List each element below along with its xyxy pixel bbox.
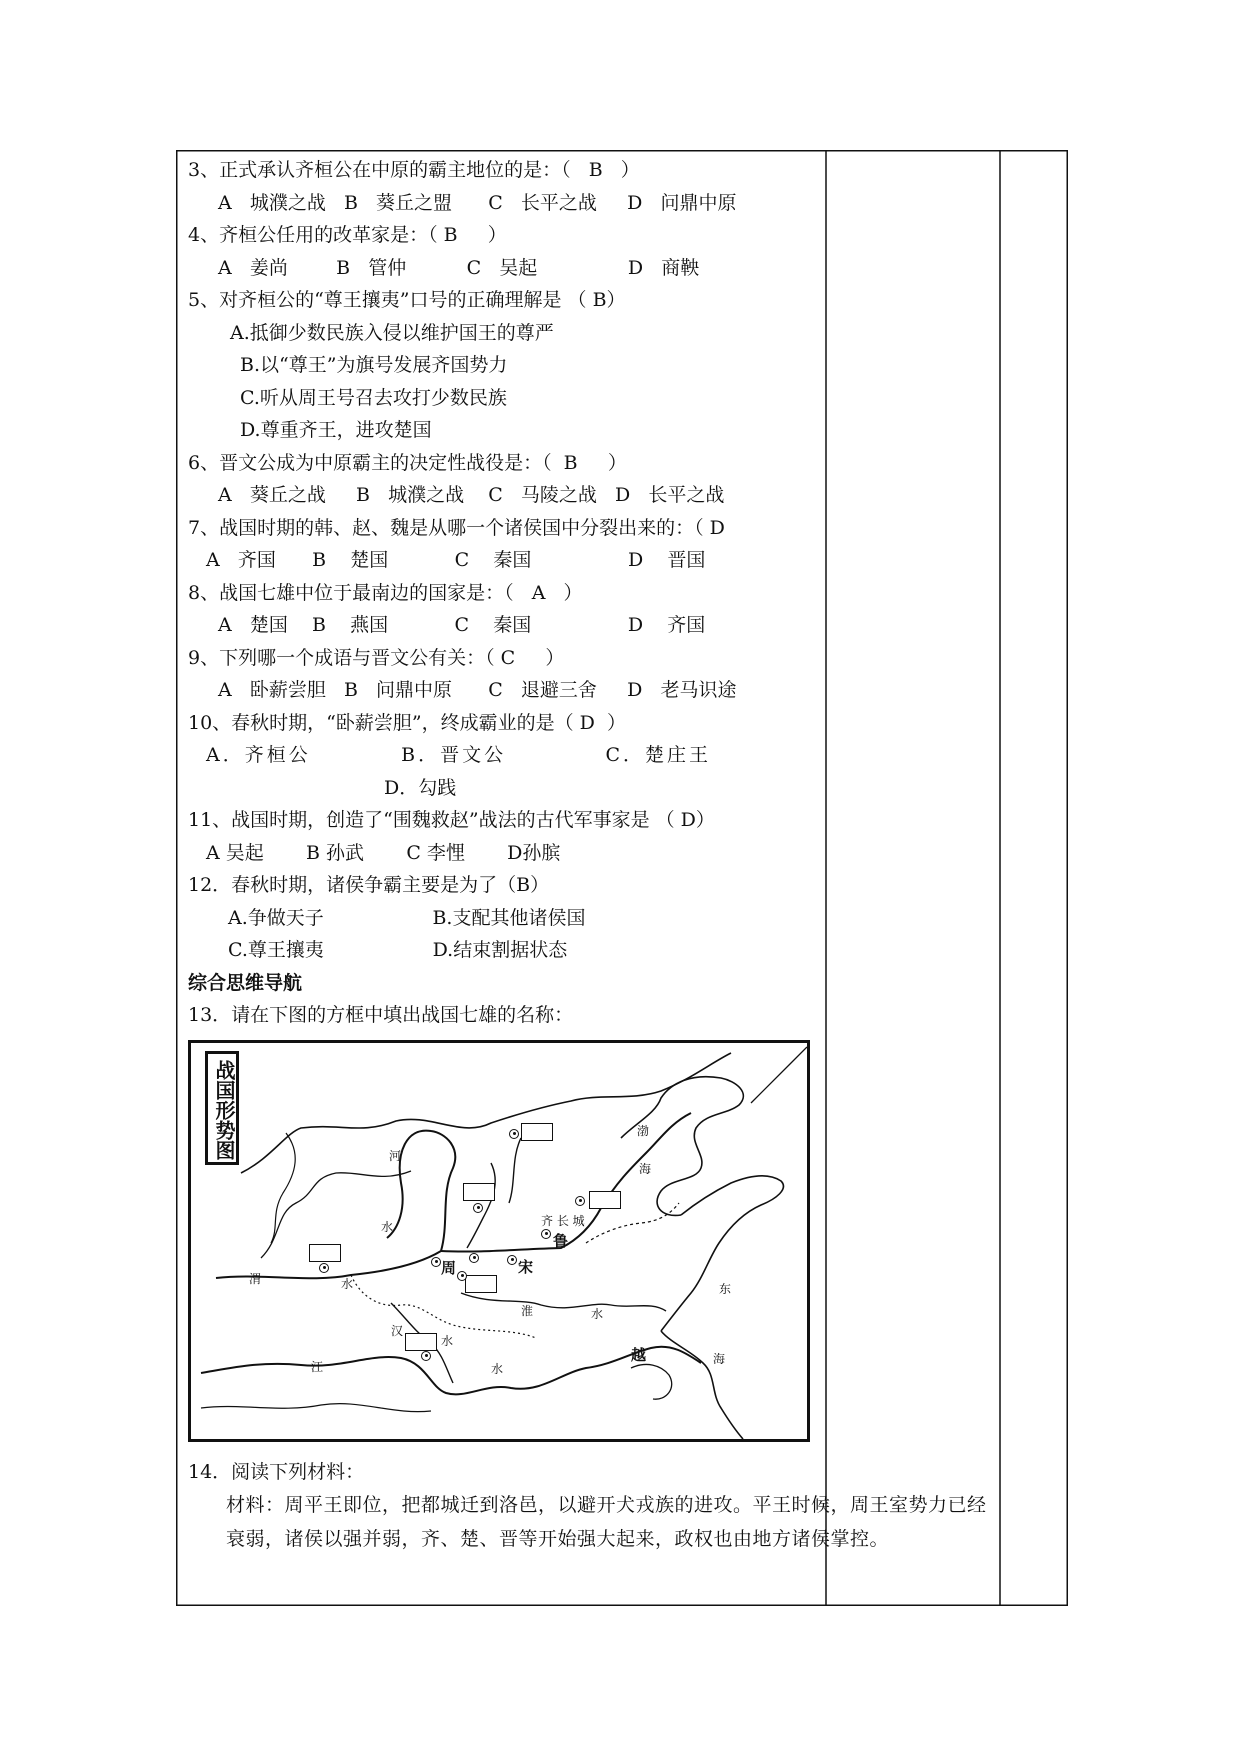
map-label-huai: 淮 [521, 1303, 534, 1318]
map-label-jiang: 江 [311, 1359, 324, 1374]
q5-option-c: C.听从周王号召去攻打少数民族 [240, 386, 507, 409]
q4-stem: 4、齐桓公任用的改革家是：（ B ） [188, 224, 507, 246]
capital-marker [469, 1253, 479, 1263]
q9-options: A 卧薪尝胆 B 问鼎中原 C 退避三舍 D 老马识途 [218, 679, 737, 701]
q12-row1: A.争做天子 B.支配其他诸侯国 [228, 906, 586, 929]
question-column [188, 154, 998, 1556]
q11-stem: 11、战国时期，创造了“围魏救赵”战法的古代军事家是 （ D） [188, 809, 715, 831]
map-label-song: 宋 [518, 1257, 534, 1276]
q10-stem: 10、春秋时期，“卧薪尝胆”，终成霸业的是（ D ） [188, 711, 626, 734]
map-label-zhou: 周 [441, 1258, 457, 1277]
map-label-qi-changcheng: 齐 长 城 [541, 1213, 585, 1228]
capital-marker [473, 1203, 483, 1213]
capital-marker [431, 1257, 441, 1267]
map-label-han-shui: 水 [441, 1333, 454, 1348]
map-label-bo: 渤 [637, 1123, 650, 1138]
q5-option-a: A.抵御少数民族入侵以维护国王的尊严 [230, 321, 554, 344]
map-label-wei-shui: 水 [341, 1276, 354, 1291]
q10-option-d: D．勾践 [384, 776, 457, 799]
q9-stem: 9、下列哪一个成语与晋文公有关：（ C ） [188, 646, 565, 669]
q5-option-b: B.以“尊王”为旗号发展齐国势力 [240, 354, 508, 376]
map-label-yue: 越 [631, 1345, 647, 1364]
capital-marker [507, 1255, 517, 1265]
answer-box-wei[interactable] [465, 1275, 497, 1293]
q3-options: A 城濮之战 B 葵丘之盟 C 长平之战 D 问鼎中原 [218, 191, 737, 214]
q14-stem: 14．阅读下列材料： [188, 1460, 365, 1483]
q4-options: A 姜尚 B 管仲 C 吴起 D 商鞅 [218, 256, 700, 279]
q3-stem: 3、正式承认齐桓公在中原的霸主地位的是：（ B ） [188, 159, 640, 181]
map-title: 战国形势图 [205, 1051, 239, 1165]
map-label-dong: 东 [719, 1281, 732, 1296]
q6-stem: 6、晋文公成为中原霸主的决定性战役是：（ B ） [188, 451, 627, 474]
map-label-han: 汉 [391, 1323, 404, 1338]
q8-stem: 8、战国七雄中位于最南边的国家是：（ A ） [188, 581, 583, 604]
answer-box-chu[interactable] [405, 1333, 437, 1351]
q5-stem: 5、对齐桓公的“尊王攘夷”口号的正确理解是 （ B） [188, 289, 626, 311]
map-label-he: 河 [389, 1148, 402, 1163]
map-label-lu: 鲁 [553, 1231, 569, 1250]
q7-stem: 7、战国时期的韩、赵、魏是从哪一个诸侯国中分裂出来的：（ D [188, 516, 725, 539]
q5-option-d: D.尊重齐王，进攻楚国 [240, 419, 432, 441]
q13-stem: 13．请在下图的方框中填出战国七雄的名称： [188, 1004, 574, 1026]
q12-stem: 12．春秋时期，诸侯争霸主要是为了（B） [188, 874, 550, 896]
answer-box-yan[interactable] [521, 1123, 553, 1141]
section-heading: 综合思维导航 [188, 971, 303, 994]
answer-box-qin[interactable] [309, 1244, 341, 1262]
warring-states-map [188, 1040, 810, 1442]
q8-options: A 楚国 B 燕国 C 秦国 D 齐国 [218, 614, 706, 636]
answer-box-zhao[interactable] [463, 1183, 495, 1201]
q14-material: 材料：周平王即位，把都城迁到洛邑，以避开犬戎族的进攻。平王时候，周王室势力已经衰弱，诸侯以强并弱，齐、楚、晋等开始强大起来，政权也由地方诸侯掌控。 [226, 1494, 987, 1550]
map-label-hai: 海 [639, 1161, 652, 1176]
q12-row2: C.尊王攘夷 D.结束割据状态 [228, 939, 568, 961]
map-label-huai-shui: 水 [591, 1306, 604, 1321]
q11-options: A 吴起 B 孙武 C 李悝 D孙膑 [206, 841, 561, 864]
answer-box-qi[interactable] [589, 1191, 621, 1209]
map-label-shui: 水 [381, 1219, 394, 1234]
capital-marker [319, 1263, 329, 1273]
q7-options: A 齐国 B 楚国 C 秦国 D 晋国 [206, 549, 706, 571]
map-label-wei: 渭 [249, 1271, 262, 1286]
q10-options: A．齐桓公 B．晋文公 C．楚庄王 [206, 744, 712, 766]
map-label-hai-east: 海 [713, 1351, 726, 1366]
capital-marker [509, 1129, 519, 1139]
capital-marker [421, 1351, 431, 1361]
map-label-jiang-shui: 水 [491, 1361, 504, 1376]
capital-marker [457, 1271, 467, 1281]
worksheet-table [176, 150, 1068, 1606]
q6-options: A 葵丘之战 B 城濮之战 C 马陵之战 D 长平之战 [218, 484, 725, 506]
